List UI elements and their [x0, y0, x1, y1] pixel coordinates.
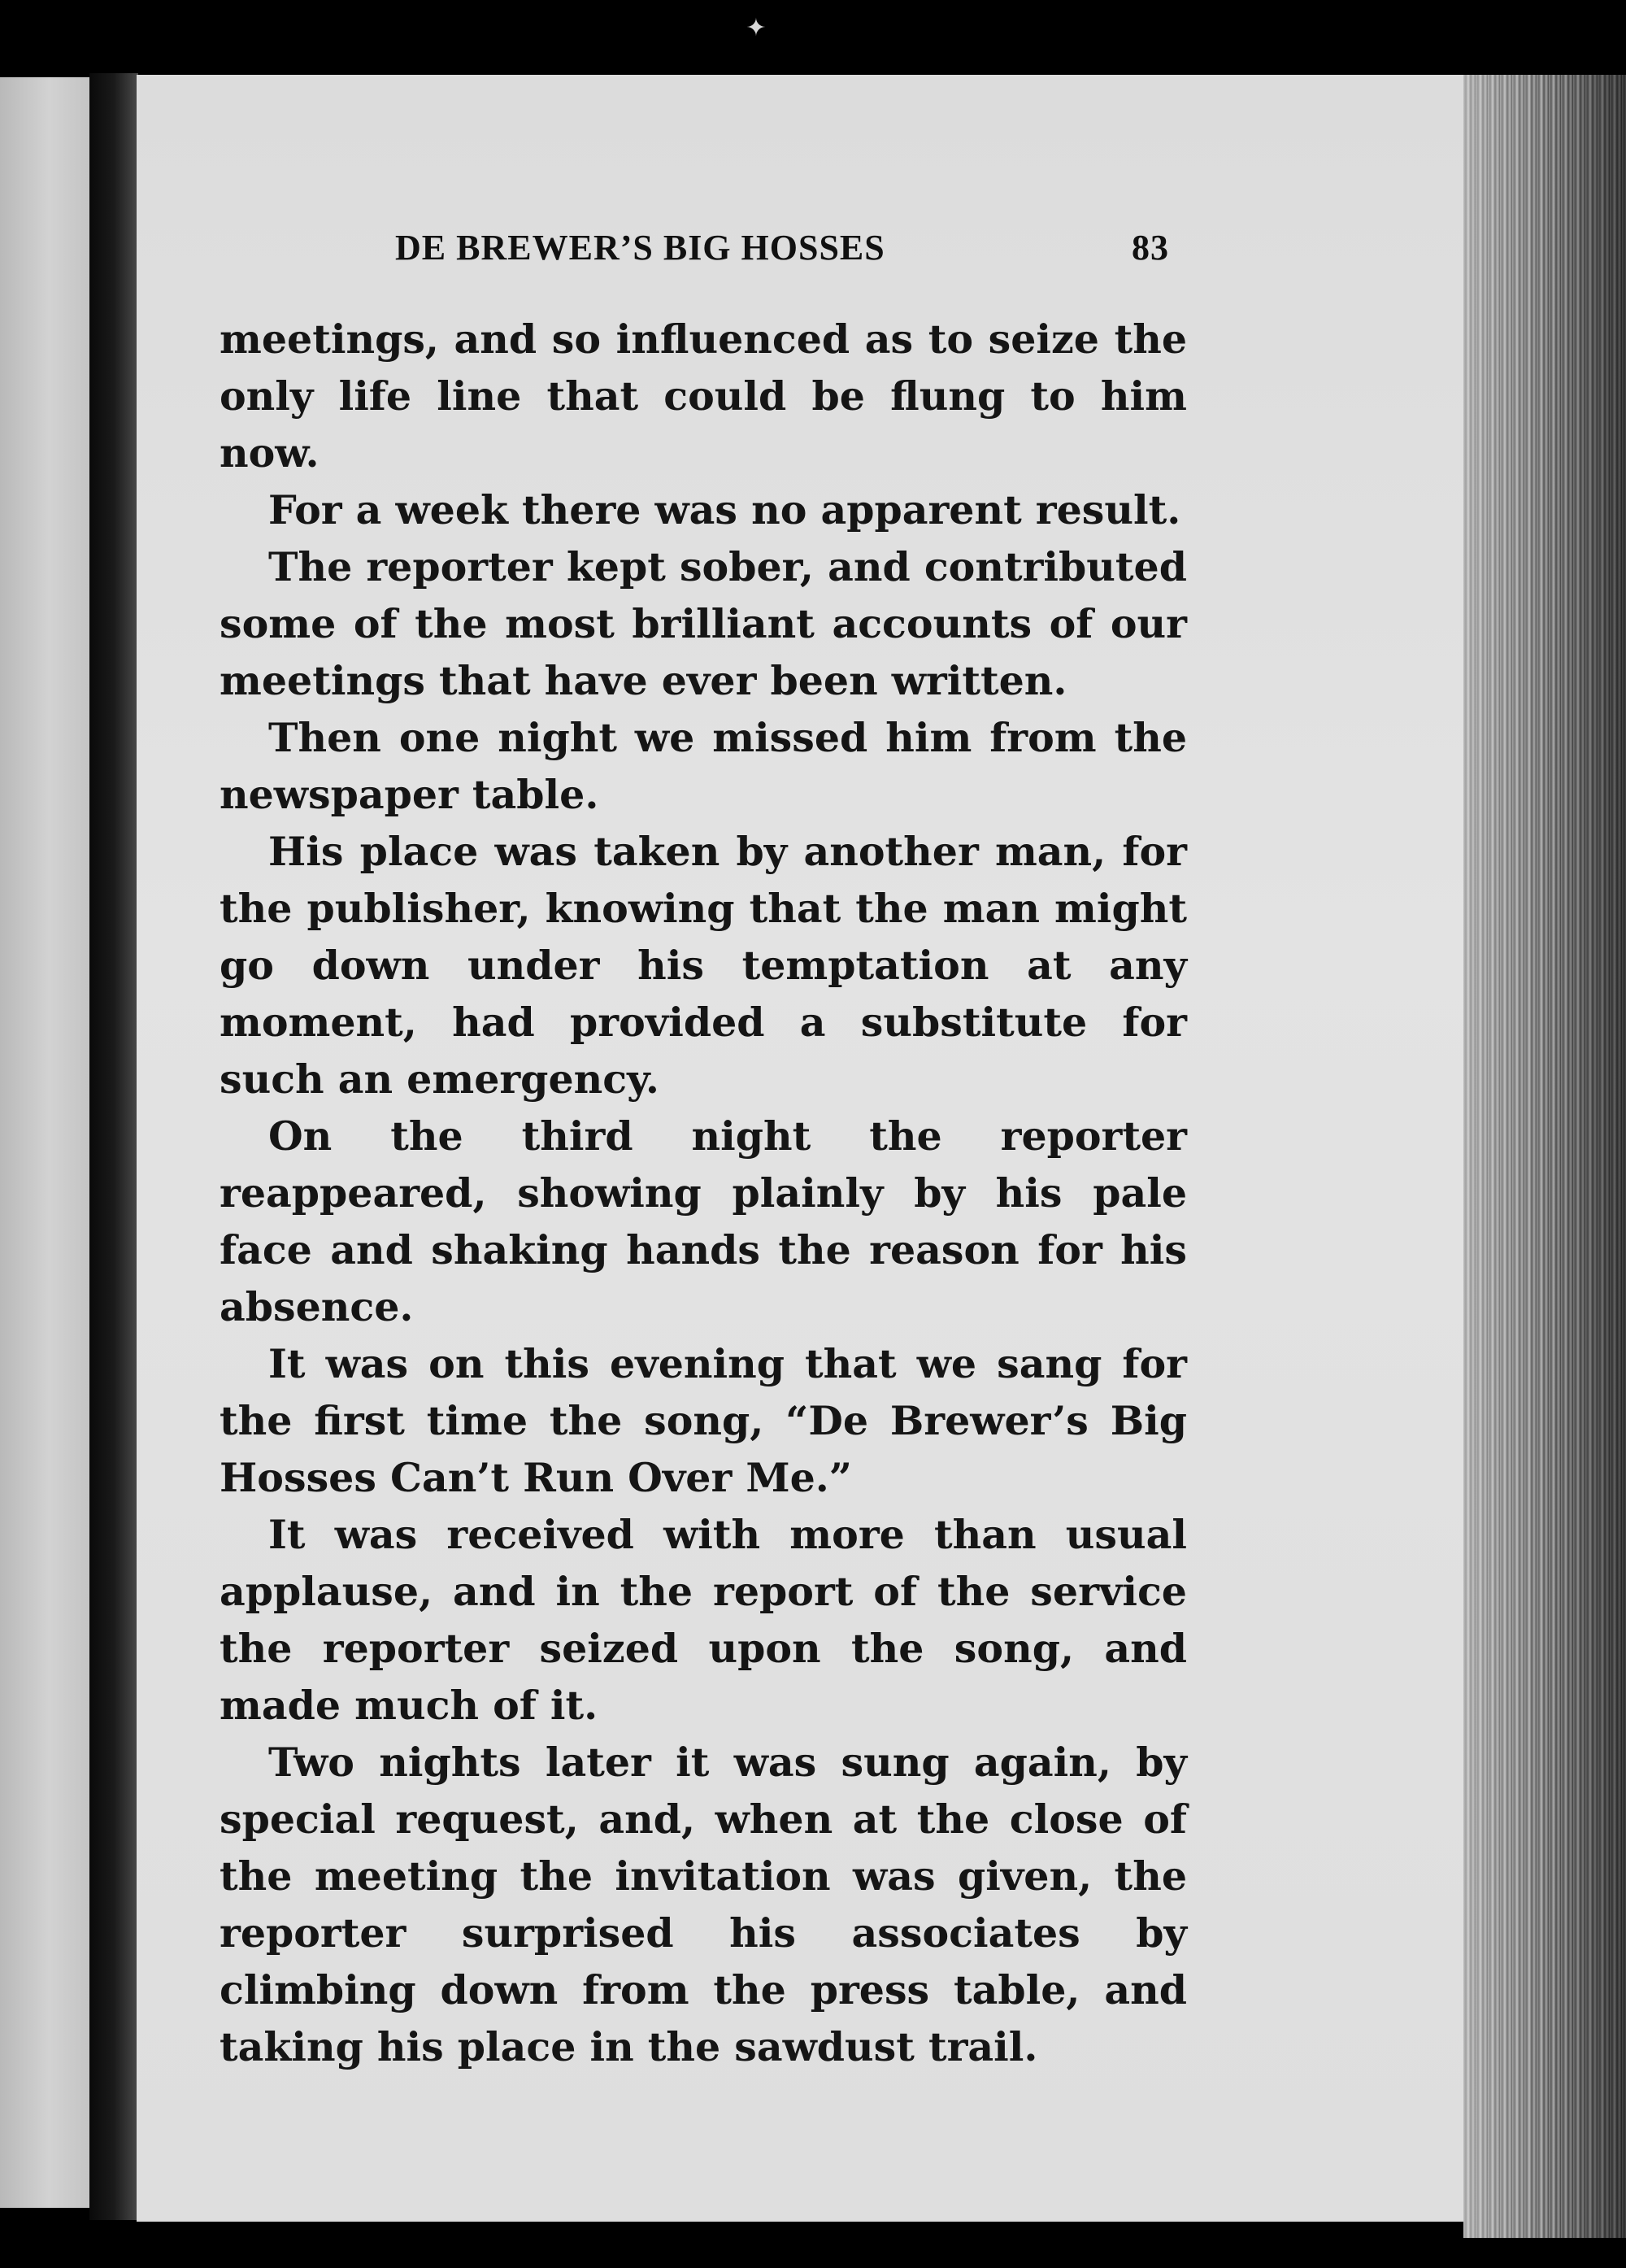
paragraph: The reporter kept sober, and contributed some of the most brilliant accounts of our meetings that have ever been written. [220, 543, 1187, 704]
body-text [220, 311, 1187, 2075]
running-header [395, 220, 1208, 276]
paragraph: It was on this evening that we sang for the first time the song, “De Brewer’s Big Hosses Can’t Run Over Me.” [220, 1340, 1187, 1501]
paragraph: It was received with more than usual applause, and in the report of the service the reporter seized upon the song, and made much of it. [220, 1511, 1187, 1729]
paragraph: For a week there was no apparent result. [268, 486, 1181, 533]
paragraph: Two nights later it was sung again, by special request, and, when at the close of the meeting the invitation was given, the reporter surprised his associates by climbing down from the press table, and taking his place in the sawdust trail. [220, 1739, 1187, 2070]
page-number: 83 [1132, 228, 1169, 268]
running-title: DE BREWER’S BIG HOSSES [395, 228, 885, 268]
paragraph: On the third night the reporter reappeared, showing plainly by his pale face and shaking hands the reason for his absence. [220, 1112, 1187, 1330]
page-stack-shade [1463, 75, 1626, 2238]
previous-page-edge [0, 77, 89, 2208]
paragraph: His place was taken by another man, for the publisher, knowing that the man might go down under his temptation at any moment, had provided a substitute for such an emergency. [220, 828, 1187, 1103]
paragraph: meetings, and so influenced as to seize the only life line that could be flung to him now. [220, 316, 1187, 477]
scan-speck-mark: ✦ [746, 14, 767, 42]
book-gutter [89, 73, 138, 2220]
paragraph: Then one night we missed him from the newspaper table. [220, 714, 1187, 818]
